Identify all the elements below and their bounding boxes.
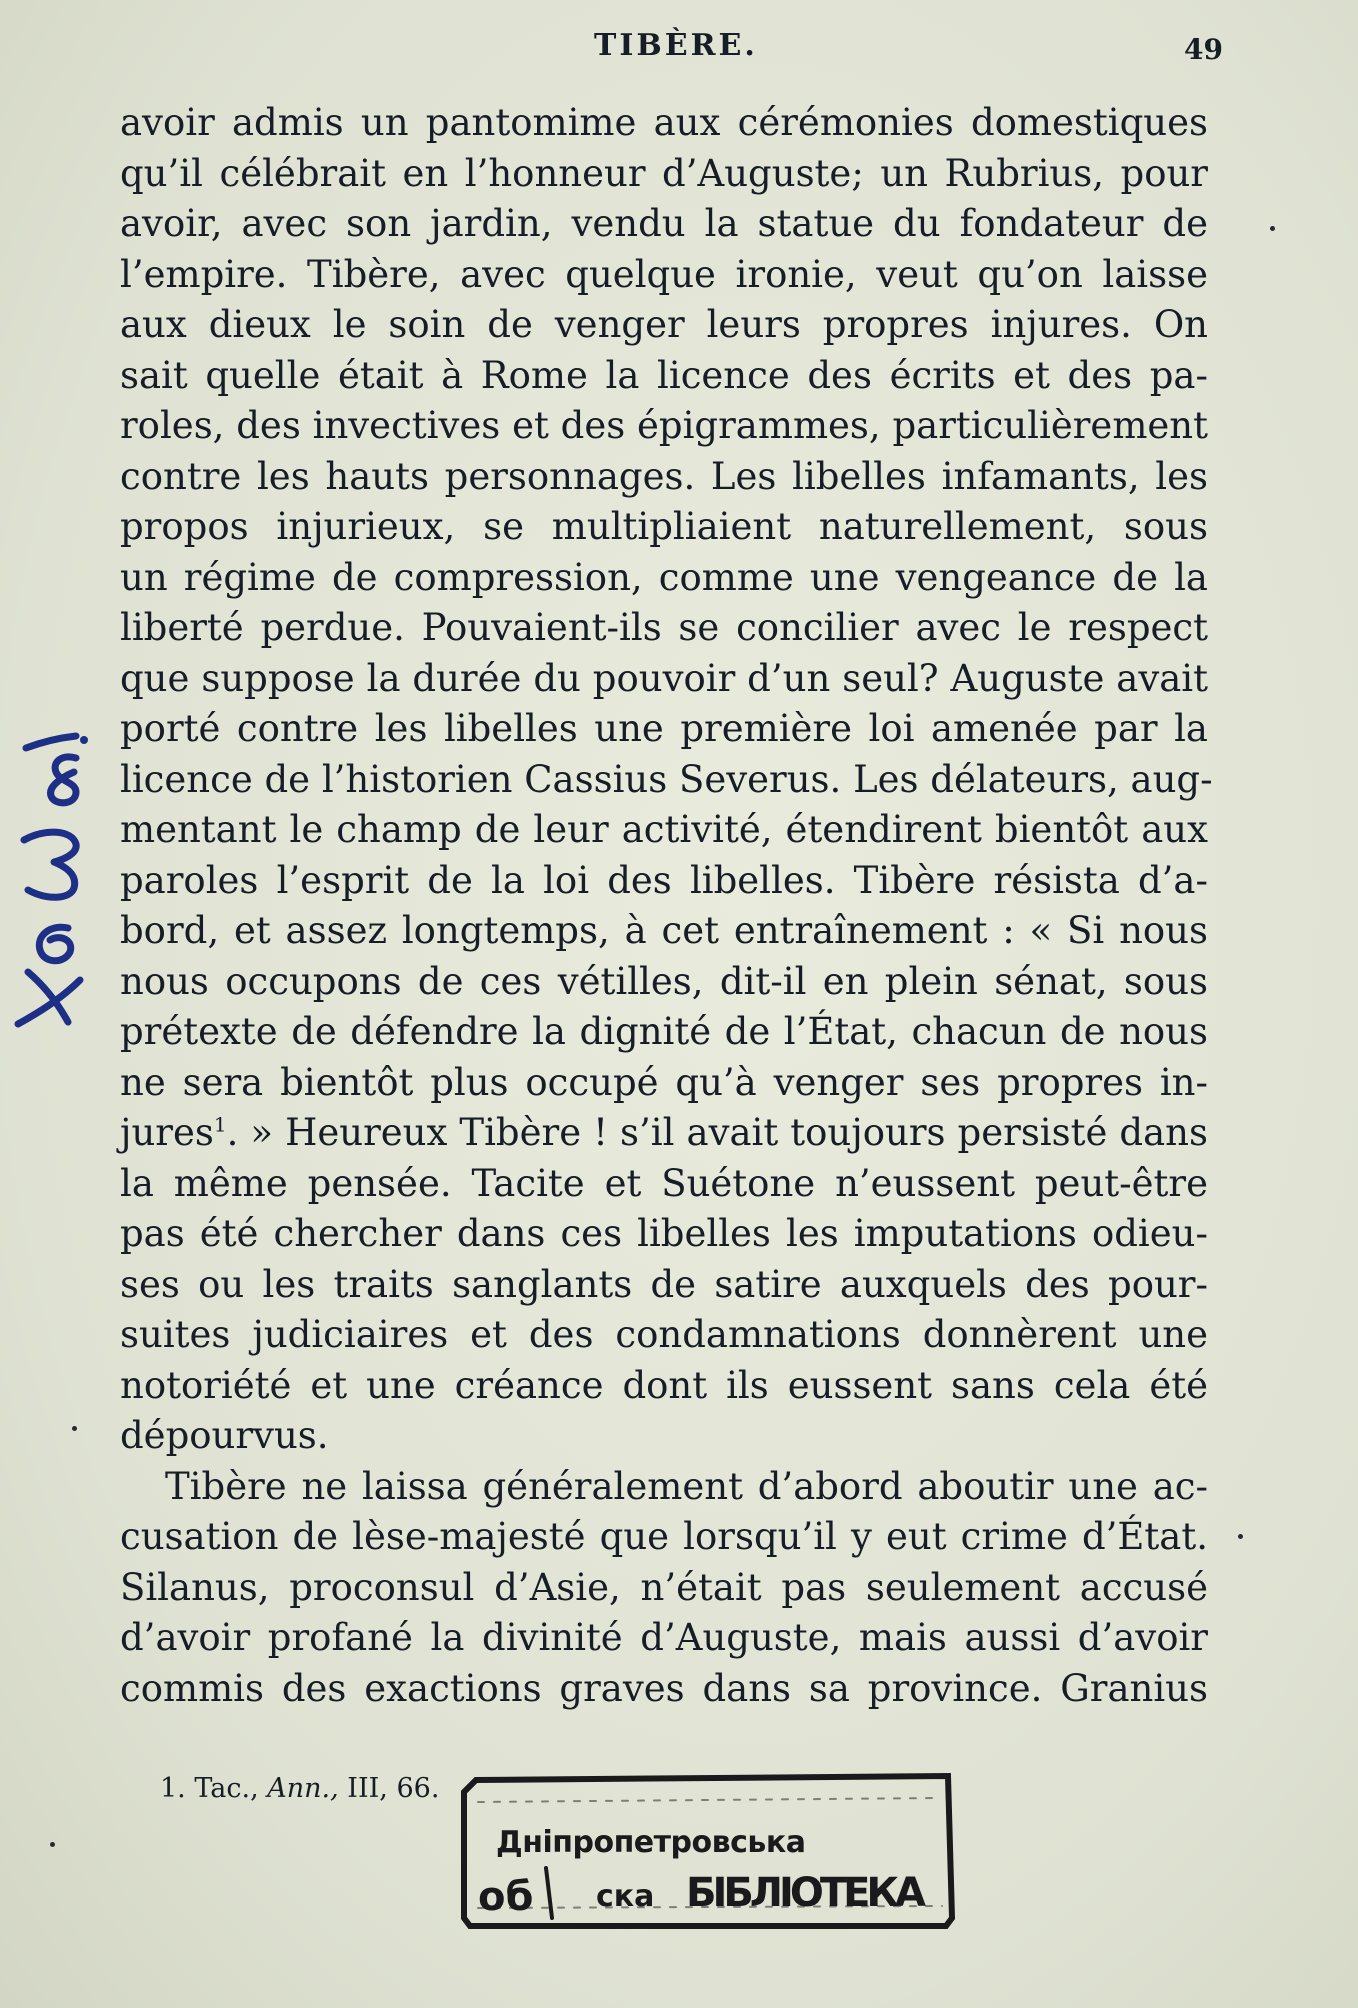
handwritten-inventory-number [6, 728, 92, 1038]
text-line: l’empire. Tibère, avec quelque ironie, veut qu’on laisse [120, 252, 1208, 296]
text-line: la même pensée. Tacite et Suétone n’eussent peut-être [120, 1161, 1208, 1205]
text-line: avoir admis un pantomime aux cérémonies domestiques [120, 101, 1208, 144]
svg-text:ска: ска [596, 1879, 655, 1914]
text-line: propos injurieux, se multipliaient naturellement, sous [120, 505, 1208, 548]
footnote-author: Tac., [194, 1773, 259, 1804]
text-line: qu’il célébrait en l’honneur d’Auguste; un Rubrius, pour [120, 151, 1208, 195]
footnote-number: 1. [160, 1773, 186, 1804]
text-line: liberté perdue. Pouvaient-ils se concilier avec le respect [120, 606, 1208, 649]
text-line: roles, des invectives et des épigrammes, particulièrement [120, 404, 1208, 447]
text-line: contre les hauts personnages. Les libelles infamants, les [120, 454, 1208, 498]
text-line: suites judiciaires et des condamnations donnèrent une [120, 1313, 1208, 1356]
text-line: sait quelle était à Rome la licence des écrits et des pa- [120, 353, 1208, 397]
text-line: porté contre les libelles une première loi amenée par la [120, 707, 1208, 750]
svg-text:Дніпропетровська: Дніпропетровська [496, 1825, 806, 1860]
paragraph-first-line: Tibère ne laissa généralement d’abord aboutir une ac- [165, 1464, 1208, 1508]
text-line: notoriété et une créance dont ils eussent sans cela été [120, 1363, 1208, 1407]
text-line: aux dieux le soin de venger leurs propres injures. On [120, 303, 1208, 346]
ink-speck [50, 1842, 55, 1847]
text-line: un régime de compression, comme une vengeance de la [120, 555, 1208, 599]
ink-speck [1238, 1534, 1243, 1539]
footnote [160, 1773, 439, 1804]
text-line: bord, et assez longtemps, à cet entraînement : « Si nous [120, 909, 1208, 952]
page-number: 49 [1184, 33, 1223, 66]
text-line: d’avoir profané la divinité d’Auguste, mais aussi d’avoir [120, 1616, 1208, 1659]
body-text [120, 98, 1213, 1714]
text-line: mentant le champ de leur activité, étendirent bientôt aux [120, 808, 1208, 851]
text-line: nous occupons de ces vétilles, dit-il en plein sénat, sous [120, 959, 1208, 1003]
text-line: pas été chercher dans ces libelles les imputations odieu- [120, 1212, 1208, 1255]
footnote-ref: III, 66. [347, 1773, 440, 1804]
text-line: dépourvus. [120, 1414, 329, 1457]
library-stamp [456, 1768, 956, 1930]
handwritten-dot [80, 736, 88, 744]
text-line: commis des exactions graves dans sa province. Granius [120, 1666, 1208, 1710]
text-line: paroles l’esprit de la loi des libelles. Tibère résista d’a- [120, 858, 1208, 902]
text-line: cusation de lèse-majesté que lorsqu’il y eut crime d’État. [120, 1515, 1208, 1558]
ink-speck [72, 1426, 77, 1431]
ink-speck [1270, 226, 1275, 231]
text-fragment: jures [120, 1111, 214, 1154]
text-line: ne sera bientôt plus occupé qu’à venger ses propres in- [120, 1060, 1208, 1104]
footnote-reference[interactable]: 1 [213, 1112, 227, 1137]
text-line: avoir, avec son jardin, vendu la statue du fondateur de [120, 202, 1208, 245]
text-line-with-footnote [120, 1108, 1208, 1159]
svg-text:БІБЛІОТЕКА: БІБЛІОТЕКА [686, 1870, 926, 1916]
text-fragment: . » Heureux Tibère ! s’il avait toujours persisté dans [226, 1111, 1208, 1154]
text-line: que suppose la durée du pouvoir d’un seul? Auguste avait [120, 656, 1208, 700]
svg-text:об: об [478, 1874, 534, 1920]
text-line: prétexte de défendre la dignité de l’État, chacun de nous [120, 1010, 1208, 1053]
text-line: ses ou les traits sanglants de satire auxquels des pour- [120, 1262, 1208, 1306]
text-line: licence de l’historien Cassius Severus. Les délateurs, aug- [120, 757, 1213, 801]
footnote-work: Ann., [267, 1773, 339, 1804]
text-line: Silanus, proconsul d’Asie, n’était pas seulement accusé [120, 1565, 1208, 1609]
running-head: TIBÈRE. [594, 28, 758, 63]
